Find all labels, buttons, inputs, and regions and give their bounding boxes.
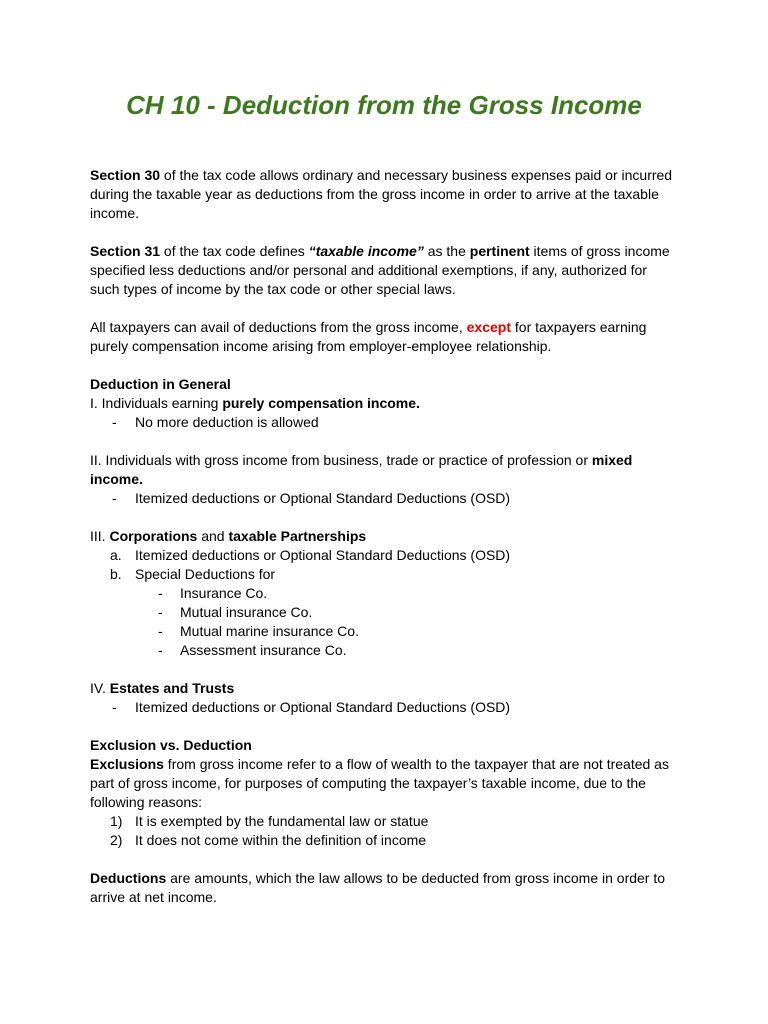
category-iii-section — [90, 527, 680, 660]
category-iv-text: IV. — [90, 680, 110, 696]
dash-marker: - — [158, 623, 163, 639]
pertinent-term: pertinent — [469, 243, 530, 259]
list-item-text: Itemized deductions or Optional Standard Deductions (OSD) — [135, 699, 511, 715]
sub-list-item — [90, 641, 680, 660]
page-title: CH 10 - Deduction from the Gross Income — [126, 90, 642, 120]
sub-list-item — [90, 603, 680, 622]
category-i-bold: purely compensation income. — [222, 395, 420, 411]
exclusion-section — [90, 736, 680, 850]
list-item-text: Insurance Co. — [180, 585, 268, 601]
section-31-paragraph — [90, 242, 680, 299]
section-31-text-3: items of gross income specified less deductions and/or personal and additional exemptions, if any, authorized for such types of income by the tax code or other special laws. — [90, 243, 670, 297]
document-body — [90, 166, 680, 926]
category-i-text: I. Individuals earning — [90, 395, 223, 411]
deduction-general-section — [90, 375, 680, 432]
except-term: except — [466, 319, 511, 335]
dash-marker: - — [112, 490, 117, 506]
section-30-label: Section 30 — [90, 167, 161, 183]
category-iii-text-2: and — [197, 528, 229, 544]
category-ii-section — [90, 451, 680, 508]
section-30-text: of the tax code allows ordinary and necessary business expenses paid or incurred during the taxable year as deductions from the gross income in order to arrive at the taxable income. — [90, 167, 673, 221]
letter-marker: b. — [110, 566, 122, 582]
taxpayers-text-2: for taxpayers earning purely compensation income arising from employer-employee relationship. — [90, 319, 647, 354]
letter-marker: a. — [110, 547, 122, 563]
exclusion-text: from gross income refer to a flow of wealth to the taxpayer that are not treated as part of gross income, for purposes of computing the taxpayer’s taxable income, due to the following reasons: — [90, 756, 669, 810]
exclusion-heading: Exclusion vs. Deduction — [90, 737, 252, 753]
list-item-text: Itemized deductions or Optional Standard Deductions (OSD) — [135, 547, 511, 563]
section-30-paragraph — [90, 166, 680, 223]
corporations-term: Corporations — [109, 528, 198, 544]
taxpayers-paragraph — [90, 318, 680, 356]
list-item — [90, 489, 680, 508]
category-iv-section — [90, 679, 680, 717]
number-marker: 1) — [110, 813, 123, 829]
list-item-text: Mutual marine insurance Co. — [180, 623, 359, 639]
exclusion-paragraph — [90, 755, 680, 812]
sub-list-item — [90, 622, 680, 641]
dash-marker: - — [158, 585, 163, 601]
deductions-paragraph — [90, 869, 680, 907]
category-ii-bold: mixed income. — [90, 452, 633, 487]
section-31-text-2: as the — [423, 243, 470, 259]
list-item — [90, 831, 680, 850]
list-item — [90, 698, 680, 717]
dash-marker: - — [112, 699, 117, 715]
section-31-label: Section 31 — [90, 243, 161, 259]
category-ii — [90, 451, 680, 489]
list-item — [90, 413, 680, 432]
dash-marker: - — [112, 414, 117, 430]
deductions-text: are amounts, which the law allows to be deducted from gross income in order to arrive at net income. — [90, 870, 666, 905]
list-item — [90, 812, 680, 831]
list-item-text: It does not come within the definition of income — [135, 832, 427, 848]
list-item-text: No more deduction is allowed — [135, 414, 319, 430]
category-iii-text: III. — [90, 528, 110, 544]
dash-marker: - — [158, 642, 163, 658]
list-item — [90, 546, 680, 565]
taxpayers-text-1: All taxpayers can avail of deductions from the gross income, — [90, 319, 467, 335]
sub-list-item — [90, 584, 680, 603]
section-31-text-1: of the tax code defines — [160, 243, 309, 259]
deductions-term: Deductions — [90, 870, 167, 886]
category-i — [90, 394, 680, 413]
list-item-text: Special Deductions for — [135, 566, 276, 582]
category-iii — [90, 527, 680, 546]
number-marker: 2) — [110, 832, 123, 848]
list-item-text: Itemized deductions or Optional Standard Deductions (OSD) — [135, 490, 511, 506]
taxable-income-term: “taxable income” — [308, 243, 424, 259]
list-item-text: Assessment insurance Co. — [180, 642, 347, 658]
list-item-text: It is exempted by the fundamental law or statue — [135, 813, 429, 829]
list-item-text: Mutual insurance Co. — [180, 604, 313, 620]
dash-marker: - — [158, 604, 163, 620]
estates-trusts-term: Estates and Trusts — [109, 680, 235, 696]
deduction-general-heading: Deduction in General — [90, 376, 231, 392]
category-ii-text: II. Individuals with gross income from business, trade or practice of profession or — [90, 452, 592, 468]
category-iv — [90, 679, 680, 698]
list-item — [90, 565, 680, 584]
exclusions-term: Exclusions — [90, 756, 164, 772]
partnerships-term: taxable Partnerships — [228, 528, 367, 544]
